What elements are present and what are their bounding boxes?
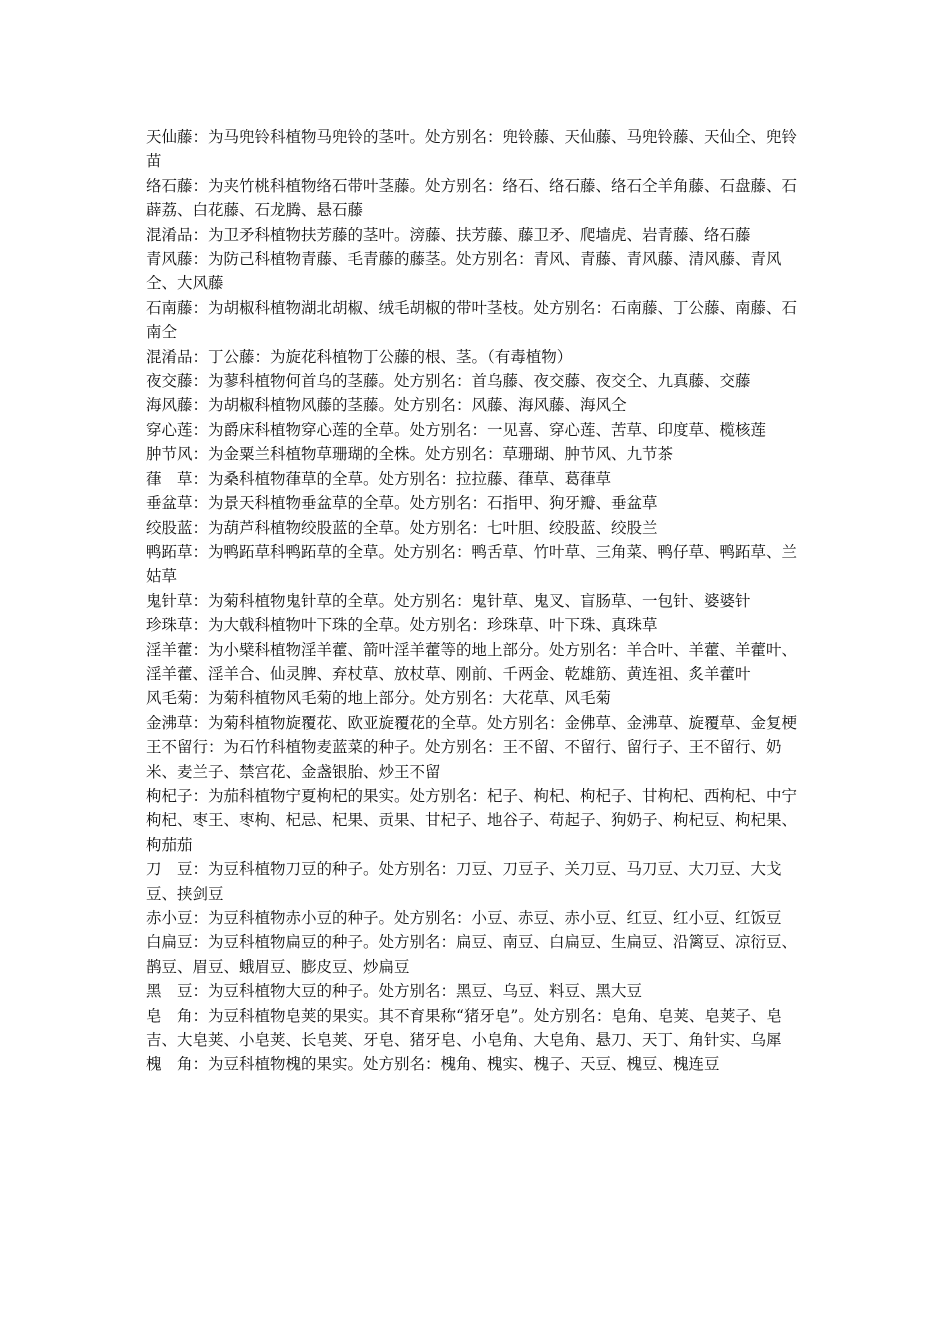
herb-entry-zaojiao: 皂 角：为豆科植物皂荚的果实。其不育果称“猪牙皂”。处方别名：皂角、皂荚、皂荚子、皂吉、大皂荚、小皂荚、长皂荚、牙皂、猪牙皂、小皂角、大皂角、悬刀、天丁、角针实、乌犀 bbox=[146, 1006, 782, 1050]
herb-entry-gouqizi: 枸杞子：为茄科植物宁夏枸杞的果实。处方别名：杞子、枸杞、枸杞子、甘枸杞、西枸杞、中宁枸杞、枣王、枣枸、杞忌、杞果、贡果、甘杞子、地谷子、苟起子、狗奶子、枸杞豆、枸杞果、枸茄茄 bbox=[146, 786, 798, 854]
herb-entry-zhongjiefeng: 肿节风：为金粟兰科植物草珊瑚的全株。处方别名：草珊瑚、肿节风、九节茶 bbox=[146, 445, 674, 464]
herb-entry-confusion-dinggongteng: 混淆品：丁公藤：为旋花科植物丁公藤的根、茎。（有毒植物） bbox=[146, 347, 573, 366]
herb-entry-daodou: 刀 豆：为豆科植物刀豆的种子。处方别名：刀豆、刀豆子、关刀豆、马刀豆、大刀豆、大戈豆、挟剑豆 bbox=[146, 860, 782, 903]
herb-entry-yinyanghuo: 淫羊藿：为小檗科植物淫羊藿、箭叶淫羊藿等的地上部分。处方别名：羊合叶、羊藿、羊藿叶、淫羊藿、淫羊合、仙灵脾、弃杖草、放杖草、刚前、千两金、乾雄筋、黄连祖、炙羊藿叶 bbox=[146, 640, 798, 683]
herb-entry-tianxianteng: 天仙藤：为马兜铃科植物马兜铃的茎叶。处方别名：兜铃藤、天仙藤、马兜铃藤、天仙仝、兜铃苗 bbox=[146, 128, 798, 171]
herb-entry-chuanxinlian: 穿心莲：为爵床科植物穿心莲的全草。处方别名：一见喜、穿心莲、苦草、印度草、榄核莲 bbox=[146, 420, 767, 439]
herb-entry-chixiaodou: 赤小豆：为豆科植物赤小豆的种子。处方别名：小豆、赤豆、赤小豆、红豆、红小豆、红饭豆 bbox=[146, 909, 782, 927]
herb-entry-wangbuliuxing: 王不留行：为石竹科植物麦蓝菜的种子。处方别名：王不留、不留行、留行子、王不留行、奶米、麦兰子、禁宫花、金盏银胎、炒王不留 bbox=[146, 738, 782, 781]
herb-entry-confusion-fufangteng: 混淆品：为卫矛科植物扶芳藤的茎叶。滂藤、扶芳藤、藤卫矛、爬墙虎、岩青藤、络石藤 bbox=[146, 225, 751, 244]
herb-entry-chuipencao: 垂盆草：为景天科植物垂盆草的全草。处方别名：石指甲、狗牙瓣、垂盆草 bbox=[146, 494, 658, 513]
herb-entry-shinanteng: 石南藤：为胡椒科植物湖北胡椒、绒毛胡椒的带叶茎枝。处方别名：石南藤、丁公藤、南藤、石南仝 bbox=[146, 298, 798, 342]
herb-entry-jinfeicao: 金沸草：为菊科植物旋覆花、欧亚旋覆花的全草。处方别名：金佛草、金沸草、旋覆草、金复梗 bbox=[146, 713, 798, 732]
herb-entry-baibiandou: 白扁豆：为豆科植物扁豆的种子。处方别名：扁豆、南豆、白扁豆、生扁豆、沿篱豆、凉衍豆、鹊豆、眉豆、蛾眉豆、膨皮豆、炒扁豆 bbox=[146, 933, 798, 976]
herb-entry-yazhicao: 鸭跖草：为鸭跖草科鸭跖草的全草。处方别名：鸭舌草、竹叶草、三角菜、鸭仔草、鸭跖草、兰姑草 bbox=[146, 542, 798, 586]
herb-entry-huaijiao: 槐 角：为豆科植物槐的果实。处方别名：槐角、槐实、槐子、天豆、槐豆、槐连豆 bbox=[146, 1055, 720, 1074]
document-body bbox=[146, 125, 812, 1077]
herb-entry-haifengteng: 海风藤：为胡椒科植物风藤的茎藤。处方别名：风藤、海风藤、海风仝 bbox=[146, 396, 627, 415]
herb-entry-yejiaoteng: 夜交藤：为蓼科植物何首乌的茎藤。处方别名：首乌藤、夜交藤、夜交仝、九真藤、交藤 bbox=[146, 372, 751, 391]
herb-entry-qingfengteng: 青风藤：为防己科植物青藤、毛青藤的藤茎。处方别名：青风、青藤、青风藤、清风藤、青风仝、大风藤 bbox=[146, 250, 782, 293]
herb-entry-jiaogulan: 绞股蓝：为葫芦科植物绞股蓝的全草。处方别名：七叶胆、绞股蓝、绞股兰 bbox=[146, 518, 658, 537]
herb-entry-fengmaoju: 风毛菊：为菊科植物风毛菊的地上部分。处方别名：大花草、风毛菊 bbox=[146, 689, 612, 708]
herb-entry-luoshiteng: 络石藤：为夹竹桃科植物络石带叶茎藤。处方别名：络石、络石藤、络石仝羊角藤、石盘藤、石薜荔、白花藤、石龙腾、悬石藤 bbox=[146, 176, 798, 220]
herb-entry-lvcao: 葎 草：为桑科植物葎草的全草。处方别名：拉拉藤、葎草、葛葎草 bbox=[146, 469, 612, 488]
herb-entry-guizhencao: 鬼针草：为菊科植物鬼针草的全草。处方别名：鬼针草、鬼叉、盲肠草、一包针、婆婆针 bbox=[146, 591, 751, 610]
herb-entry-heidou: 黑 豆：为豆科植物大豆的种子。处方别名：黑豆、乌豆、料豆、黑大豆 bbox=[146, 982, 643, 1001]
herb-entry-zhenzhucao: 珍珠草：为大戟科植物叶下珠的全草。处方别名：珍珠草、叶下珠、真珠草 bbox=[146, 616, 658, 635]
